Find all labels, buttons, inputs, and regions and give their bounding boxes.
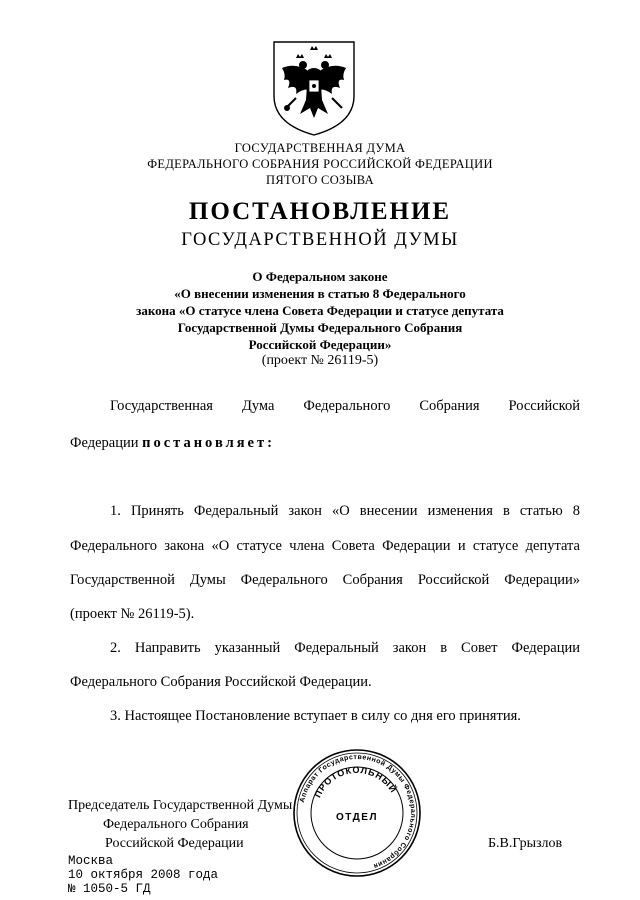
stamp-inner-text: ПРОТОКОЛЬНЫЙ: [312, 764, 399, 800]
coat-of-arms-emblem: [266, 38, 362, 138]
doc-type-subtitle: ГОСУДАРСТВЕННОЙ ДУМЫ: [181, 230, 459, 250]
preamble-federation: Федерации: [70, 435, 139, 451]
item-1-line-4: (проект № 26119-5).: [70, 606, 195, 622]
subject-line-1: О Федеральном законе: [252, 269, 388, 284]
subject-line-5: Российской Федерации»: [248, 337, 392, 352]
round-stamp: [292, 748, 422, 878]
subject-line-3: закона «О статусе члена Совета Федерации и статусе депутата: [136, 303, 504, 318]
project-number: (проект № 26119-5): [261, 353, 379, 368]
item-2-line-1: 2. Направить указанный Федеральный закон в Совет Федерации: [110, 640, 580, 656]
preamble-resolves: постановляет:: [142, 435, 275, 451]
org-line-2: ФЕДЕРАЛЬНОГО СОБРАНИЯ РОССИЙСКОЙ ФЕДЕРАЦИИ: [147, 157, 493, 171]
signatory-title-line-3: Российской Федерации: [105, 836, 244, 851]
subject-line-4: Государственной Думы Федерального Собрания: [177, 320, 463, 335]
item-3-line-1: 3. Настоящее Постановление вступает в силу со дня его принятия.: [110, 708, 521, 724]
subject-line-2: «О внесении изменения в статью 8 Федерального: [174, 286, 466, 301]
signatory-name: Б.В.Грызлов: [488, 836, 563, 851]
preamble-line-1: Государственная Дума Федерального Собрания Российской: [110, 398, 580, 414]
item-1-line-3: Государственной Думы Федерального Собрания Российской Федерации»: [70, 572, 580, 588]
footer-city: Москва: [68, 854, 114, 868]
preamble-line-2: [70, 435, 275, 452]
item-1-line-1: 1. Принять Федеральный закон «О внесении изменения в статью 8: [110, 503, 580, 519]
footer-number: № 1050-5 ГД: [68, 882, 151, 896]
org-line-1: ГОСУДАРСТВЕННАЯ ДУМА: [234, 141, 406, 155]
item-1-line-2: Федерального закона «О статусе члена Совета Федерации и статусе депутата: [70, 538, 580, 554]
footer-date: 10 октября 2008 года: [68, 868, 219, 882]
doc-type-title: ПОСТАНОВЛЕНИЕ: [188, 198, 452, 225]
org-line-3: ПЯТОГО СОЗЫВА: [266, 173, 374, 187]
item-2-line-2: Федерального Собрания Российской Федерации.: [70, 674, 372, 690]
stamp-center-text: ОТДЕЛ: [336, 812, 378, 823]
stamp-outer-text: Аппарат Государственной Думы Федерального Собрания: [299, 753, 417, 870]
signatory-title-line-1: Председатель Государственной Думы: [68, 798, 293, 813]
signatory-title-line-2: Федерального Собрания: [103, 817, 249, 832]
